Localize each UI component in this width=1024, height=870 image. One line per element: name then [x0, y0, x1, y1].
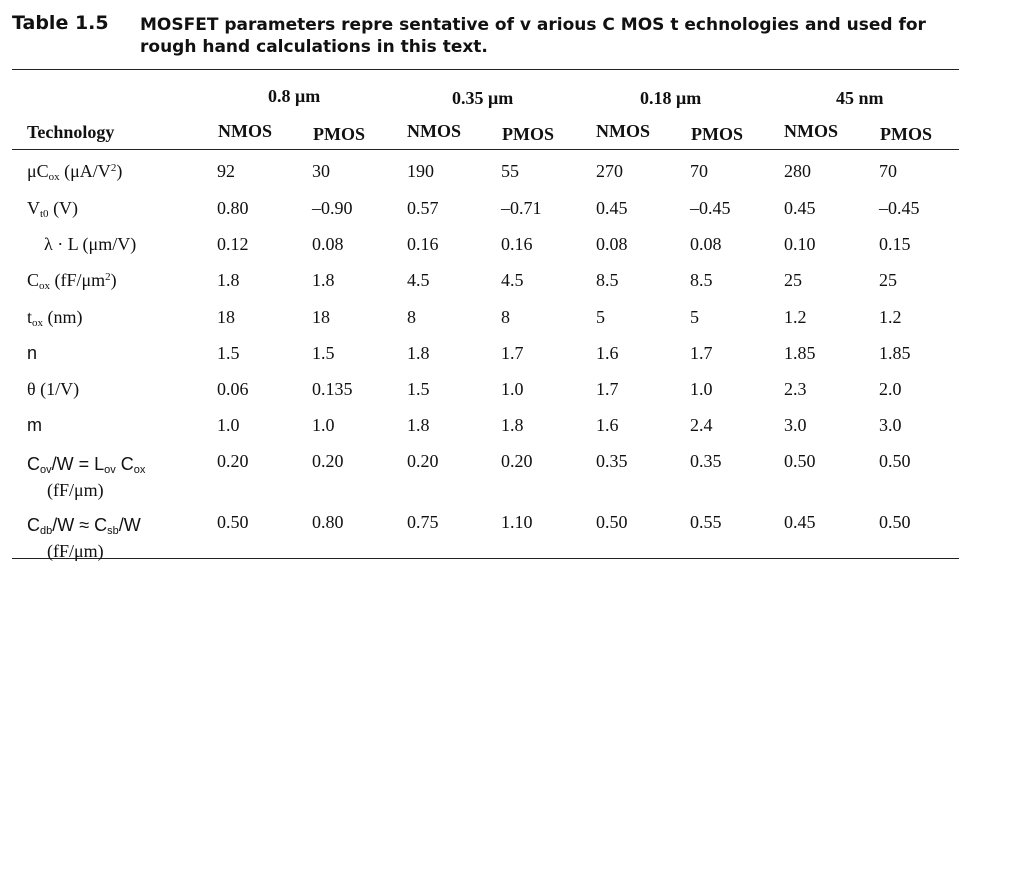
table-cell: 0.135	[312, 379, 353, 399]
table-cell: 0.10	[784, 234, 816, 254]
table-cell: 0.08	[596, 234, 628, 254]
table-cell: 1.8	[312, 270, 335, 290]
table-number: Table 1.5	[12, 12, 109, 34]
row-label: $C_{ov}/W = L_{ov}$ $C_{ox}$ (fF/μm)	[27, 454, 146, 500]
sub-header-nmos: NMOS	[407, 121, 461, 141]
row-label: $V_{t0}$ (V)	[27, 198, 79, 220]
table-cell: 2.4	[690, 415, 713, 435]
group-header-45nm: 45 nm	[836, 88, 884, 108]
table-cell: 70	[690, 161, 708, 181]
table-cell: 1.0	[501, 379, 524, 399]
sub-header-nmos: NMOS	[784, 121, 838, 141]
table-cell: 0.57	[407, 198, 439, 218]
table-cell: 1.7	[596, 379, 619, 399]
header-rule	[12, 149, 959, 150]
table-cell: 0.08	[312, 234, 344, 254]
table-cell: 0.80	[312, 512, 344, 532]
group-header-0.18um: 0.18 μm	[640, 88, 702, 108]
sub-header-pmos: PMOS	[880, 124, 932, 144]
table-cell: 0.35	[690, 451, 722, 471]
table-cell: 190	[407, 161, 434, 181]
table-cell: 2.3	[784, 379, 807, 399]
row-label: λ · L (μm/V)	[44, 234, 137, 254]
table-cell: 1.2	[784, 307, 807, 327]
row-label: $t_{ox}$ (nm)	[27, 307, 83, 329]
bottom-rule	[12, 558, 959, 559]
table-cell: 3.0	[879, 415, 902, 435]
table-cell: 1.85	[879, 343, 911, 363]
table-cell: –0.45	[690, 198, 731, 218]
group-header-0.8um: 0.8 μm	[268, 86, 321, 106]
table-cell: 92	[217, 161, 235, 181]
table-cell: 0.45	[596, 198, 628, 218]
table-cell: 1.0	[217, 415, 240, 435]
table-cell: 0.75	[407, 512, 439, 532]
table-cell: 8.5	[690, 270, 713, 290]
table-cell: 2.0	[879, 379, 902, 399]
table-cell: 1.6	[596, 415, 619, 435]
top-rule	[12, 69, 959, 70]
table-cell: –0.71	[501, 198, 542, 218]
table-cell: –0.45	[879, 198, 920, 218]
table-cell: 0.50	[879, 451, 911, 471]
table-cell: 0.12	[217, 234, 249, 254]
table-cell: 0.50	[784, 451, 816, 471]
group-header-0.35um: 0.35 μm	[452, 88, 514, 108]
table-cell: 5	[690, 307, 699, 327]
table-cell: 0.80	[217, 198, 249, 218]
table-cell: 0.45	[784, 512, 816, 532]
table-cell: 30	[312, 161, 330, 181]
table-cell: 8	[407, 307, 416, 327]
table-cell: 0.50	[596, 512, 628, 532]
table-cell: 1.8	[217, 270, 240, 290]
table-cell: 0.50	[217, 512, 249, 532]
table-cell: 18	[312, 307, 330, 327]
table-cell: 25	[879, 270, 897, 290]
table-cell: 4.5	[407, 270, 430, 290]
table-cell: 5	[596, 307, 605, 327]
table-cell: 18	[217, 307, 235, 327]
table-cell: 1.6	[596, 343, 619, 363]
table-cell: 0.35	[596, 451, 628, 471]
table-cell: 1.0	[690, 379, 713, 399]
table-cell: 1.8	[407, 343, 430, 363]
row-label: θ (1/V)	[27, 379, 80, 399]
table-cell: 8	[501, 307, 510, 327]
table-cell: 280	[784, 161, 811, 181]
table-cell: 1.2	[879, 307, 902, 327]
table-cell: 1.5	[312, 343, 335, 363]
table-cell: 1.5	[217, 343, 240, 363]
sub-header-pmos: PMOS	[691, 124, 743, 144]
table-cell: 1.5	[407, 379, 430, 399]
table-cell: 1.0	[312, 415, 335, 435]
sub-header-nmos: NMOS	[218, 121, 272, 141]
table-cell: 1.7	[501, 343, 524, 363]
table-cell: 270	[596, 161, 623, 181]
table-cell: 0.16	[501, 234, 533, 254]
sub-header-nmos: NMOS	[596, 121, 650, 141]
table-cell: 0.08	[690, 234, 722, 254]
row-label: n	[27, 343, 38, 363]
table-cell: 0.20	[407, 451, 439, 471]
table-cell: 0.16	[407, 234, 439, 254]
table-cell: 4.5	[501, 270, 524, 290]
table-cell: 8.5	[596, 270, 619, 290]
table-cell: 0.20	[217, 451, 249, 471]
table-cell: 1.8	[501, 415, 524, 435]
table-cell: 0.20	[501, 451, 533, 471]
table-cell: 70	[879, 161, 897, 181]
table-cell: 0.50	[879, 512, 911, 532]
table-cell: 25	[784, 270, 802, 290]
table-cell: 0.20	[312, 451, 344, 471]
table-cell: 0.45	[784, 198, 816, 218]
table-cell: 0.15	[879, 234, 911, 254]
table-cell: 3.0	[784, 415, 807, 435]
table-cell: 1.7	[690, 343, 713, 363]
row-label: m	[27, 415, 42, 435]
table-title: MOSFET parameters repre sentative of v arious C MOS t echnologies and used for rough hand calculations in this text.	[140, 15, 926, 57]
row-label: $C_{ox}$ $(fF/\mu m^2)$	[27, 270, 117, 292]
row-label: $C_{db}/W \approx C_{sb}/W$ (fF/μm)	[27, 515, 141, 561]
sub-header-pmos: PMOS	[313, 124, 365, 144]
table-cell: 1.10	[501, 512, 533, 532]
row-label: $\mu C_{ox}$ $(\mu A/V^2)$	[27, 161, 123, 183]
sub-header-pmos: PMOS	[502, 124, 554, 144]
table-cell: 55	[501, 161, 519, 181]
technology-header: Technology	[27, 122, 115, 142]
table-cell: 0.55	[690, 512, 722, 532]
table-cell: –0.90	[312, 198, 353, 218]
table-cell: 0.06	[217, 379, 249, 399]
table-cell: 1.8	[407, 415, 430, 435]
table-cell: 1.85	[784, 343, 816, 363]
